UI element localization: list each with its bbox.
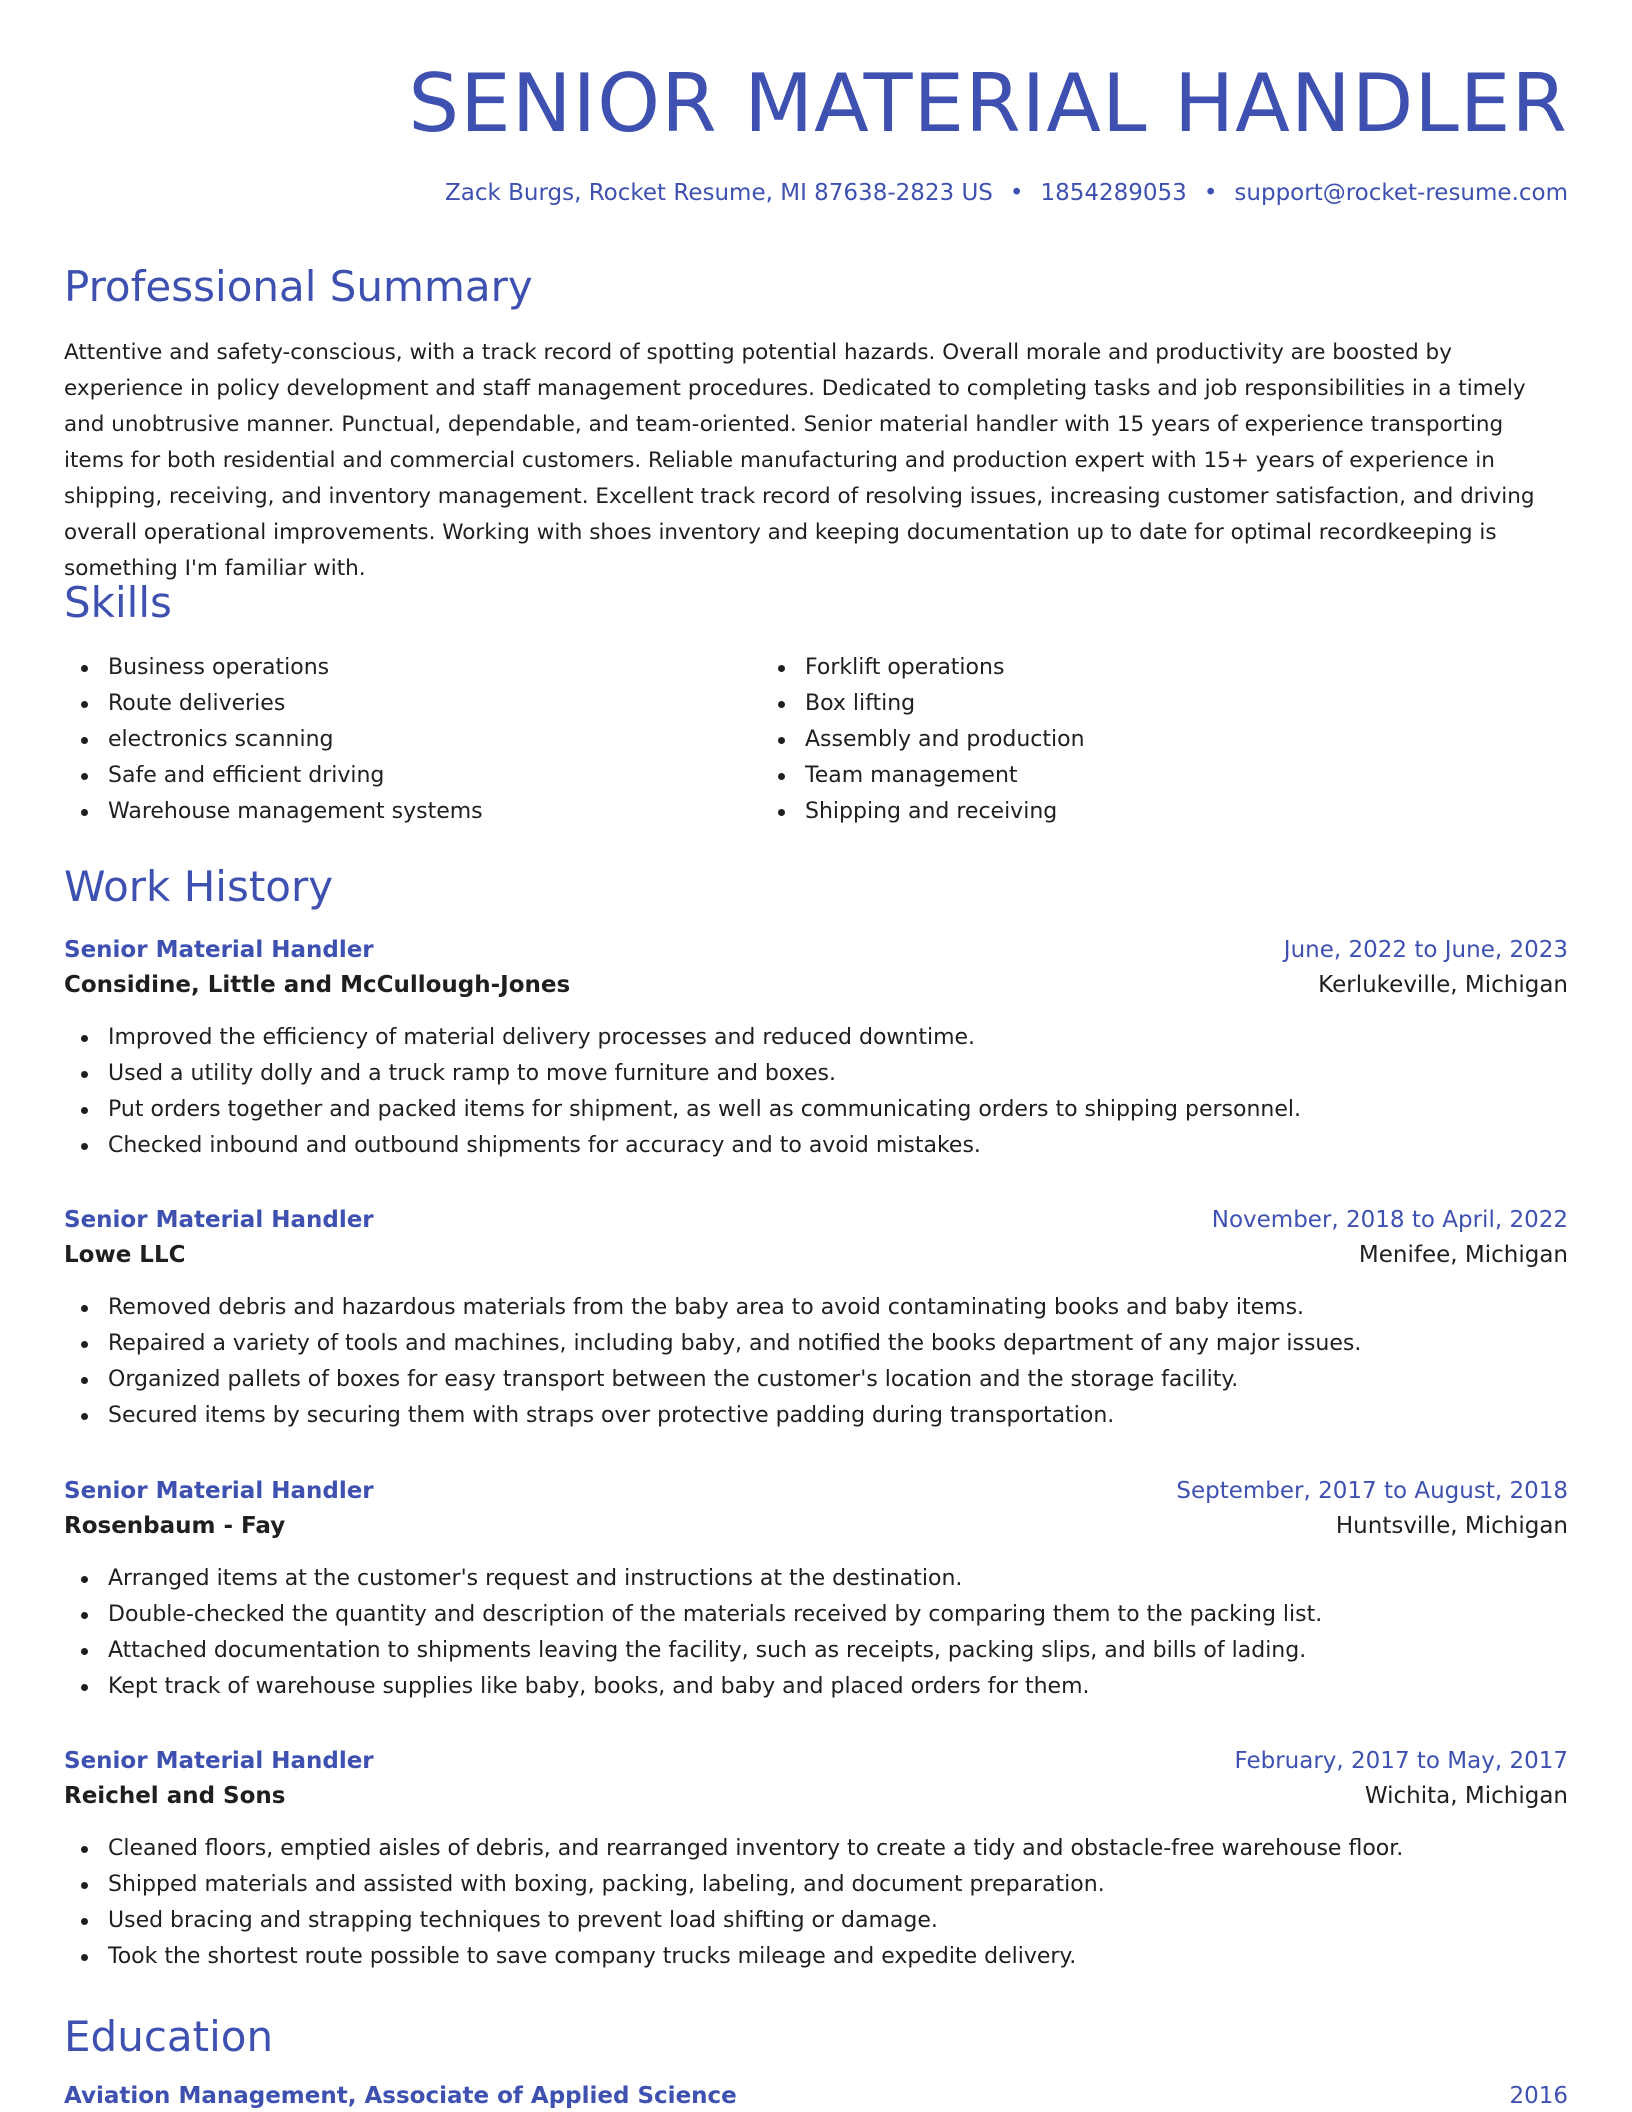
page-title: SENIOR MATERIAL HANDLER (408, 57, 1568, 150)
job-company-row (64, 1236, 1568, 1274)
contact-line (64, 178, 1568, 208)
contact-separator: • (1009, 180, 1024, 206)
job-title: Senior Material Handler (64, 937, 374, 963)
skill-item: Box lifting (805, 686, 1458, 722)
job-company-row (64, 1777, 1568, 1815)
contact-email[interactable]: support@rocket-resume.com (1234, 180, 1568, 206)
job-bullet: Removed debris and hazardous materials from the baby area to avoid contaminating books and baby items. (108, 1290, 1568, 1326)
skill-item: Assembly and production (805, 722, 1458, 758)
section-heading-work-history: Work History (64, 862, 334, 911)
job-bullet: Put orders together and packed items for shipment, as well as communicating orders to shipping personnel. (108, 1092, 1568, 1128)
job-header-row (64, 1475, 1568, 1507)
job-bullet: Arranged items at the customer's request and instructions at the destination. (108, 1561, 1568, 1597)
job-entry (64, 1745, 1568, 1975)
section-heading-skills: Skills (64, 578, 172, 627)
job-location: Wichita, Michigan (1364, 1783, 1568, 1809)
job-bullet: Secured items by securing them with straps over protective padding during transportation. (108, 1398, 1568, 1434)
job-header-row (64, 1204, 1568, 1236)
job-bullets (64, 1561, 1568, 1705)
job-company: Lowe LLC (64, 1242, 186, 1268)
job-location: Huntsville, Michigan (1335, 1513, 1568, 1539)
summary-paragraph: Attentive and safety-conscious, with a track record of spotting potential hazards. Overall morale and productivity are boosted by experience in policy development and staff management procedures. Dedicated to completing tasks and job responsibilities in a timely and unobtrusive manner. Punctual, dependable, and team-oriented. Senior material handler with 15 years of experience transporting items for both residential and commercial customers. Reliable manufacturing and production expert with 15+ years of experience in shipping, receiving, and inventory management. Excellent track record of resolving issues, increasing customer satisfaction, and driving overall operational improvements. Working with shoes inventory and keeping documentation up to date for optimal recordkeeping is something I'm familiar with. (64, 340, 1535, 581)
skill-item: Forklift operations (805, 650, 1458, 686)
job-bullet: Attached documentation to shipments leaving the facility, such as receipts, packing slips, and bills of lading. (108, 1633, 1568, 1669)
job-bullet: Cleaned floors, emptied aisles of debris, and rearranged inventory to create a tidy and obstacle-free warehouse floor. (108, 1831, 1568, 1867)
job-bullet: Improved the efficiency of material delivery processes and reduced downtime. (108, 1020, 1568, 1056)
job-location: Menifee, Michigan (1358, 1242, 1568, 1268)
job-entry (64, 1204, 1568, 1434)
job-dates: November, 2018 to April, 2022 (1211, 1207, 1568, 1233)
job-bullet: Organized pallets of boxes for easy transport between the customer's location and the storage facility. (108, 1362, 1568, 1398)
contact-address: Zack Burgs, Rocket Resume, MI 87638-2823 US (445, 180, 993, 206)
job-title: Senior Material Handler (64, 1478, 374, 1504)
job-bullet: Repaired a variety of tools and machines, including baby, and notified the books department of any major issues. (108, 1326, 1568, 1362)
skill-item: Shipping and receiving (805, 794, 1458, 830)
job-entry (64, 934, 1568, 1164)
education-degree: Aviation Management, Associate of Applied Science (64, 2083, 737, 2109)
resume-page (64, 0, 1568, 2109)
skill-item: electronics scanning (108, 722, 761, 758)
job-dates: June, 2022 to June, 2023 (1283, 937, 1568, 963)
job-header-row (64, 934, 1568, 966)
skill-item: Business operations (108, 650, 761, 686)
job-bullets (64, 1020, 1568, 1164)
education-year: 2016 (1509, 2083, 1568, 2109)
skill-item: Warehouse management systems (108, 794, 761, 830)
skill-item: Safe and efficient driving (108, 758, 761, 794)
job-location: Kerlukeville, Michigan (1318, 972, 1568, 998)
job-bullet: Checked inbound and outbound shipments for accuracy and to avoid mistakes. (108, 1128, 1568, 1164)
job-bullet: Kept track of warehouse supplies like baby, books, and baby and placed orders for them. (108, 1669, 1568, 1705)
job-bullet: Double-checked the quantity and description of the materials received by comparing them to the packing list. (108, 1597, 1568, 1633)
job-dates: February, 2017 to May, 2017 (1234, 1748, 1568, 1774)
job-dates: September, 2017 to August, 2018 (1176, 1478, 1568, 1504)
job-bullet: Used a utility dolly and a truck ramp to move furniture and boxes. (108, 1056, 1568, 1092)
job-company-row (64, 966, 1568, 1004)
job-entry (64, 1475, 1568, 1705)
job-bullets (64, 1290, 1568, 1434)
job-bullet: Used bracing and strapping techniques to prevent load shifting or damage. (108, 1903, 1568, 1939)
job-title: Senior Material Handler (64, 1207, 374, 1233)
job-bullet: Shipped materials and assisted with boxing, packing, labeling, and document preparation. (108, 1867, 1568, 1903)
skills-list (64, 650, 1568, 830)
skill-item: Route deliveries (108, 686, 761, 722)
section-heading-summary: Professional Summary (64, 262, 533, 311)
contact-separator: • (1203, 180, 1218, 206)
job-company: Rosenbaum - Fay (64, 1513, 286, 1539)
section-heading-education: Education (64, 2012, 274, 2061)
job-header-row (64, 1745, 1568, 1777)
education-entry (64, 2080, 1568, 2112)
skill-item: Team management (805, 758, 1458, 794)
job-company: Considine, Little and McCullough-Jones (64, 972, 571, 998)
contact-phone: 1854289053 (1040, 180, 1187, 206)
job-title: Senior Material Handler (64, 1748, 374, 1774)
job-bullet: Took the shortest route possible to save company trucks mileage and expedite delivery. (108, 1939, 1568, 1975)
skills-column-left (64, 650, 761, 830)
job-bullets (64, 1831, 1568, 1975)
job-company: Reichel and Sons (64, 1783, 286, 1809)
skills-column-right (761, 650, 1458, 830)
job-company-row (64, 1507, 1568, 1545)
